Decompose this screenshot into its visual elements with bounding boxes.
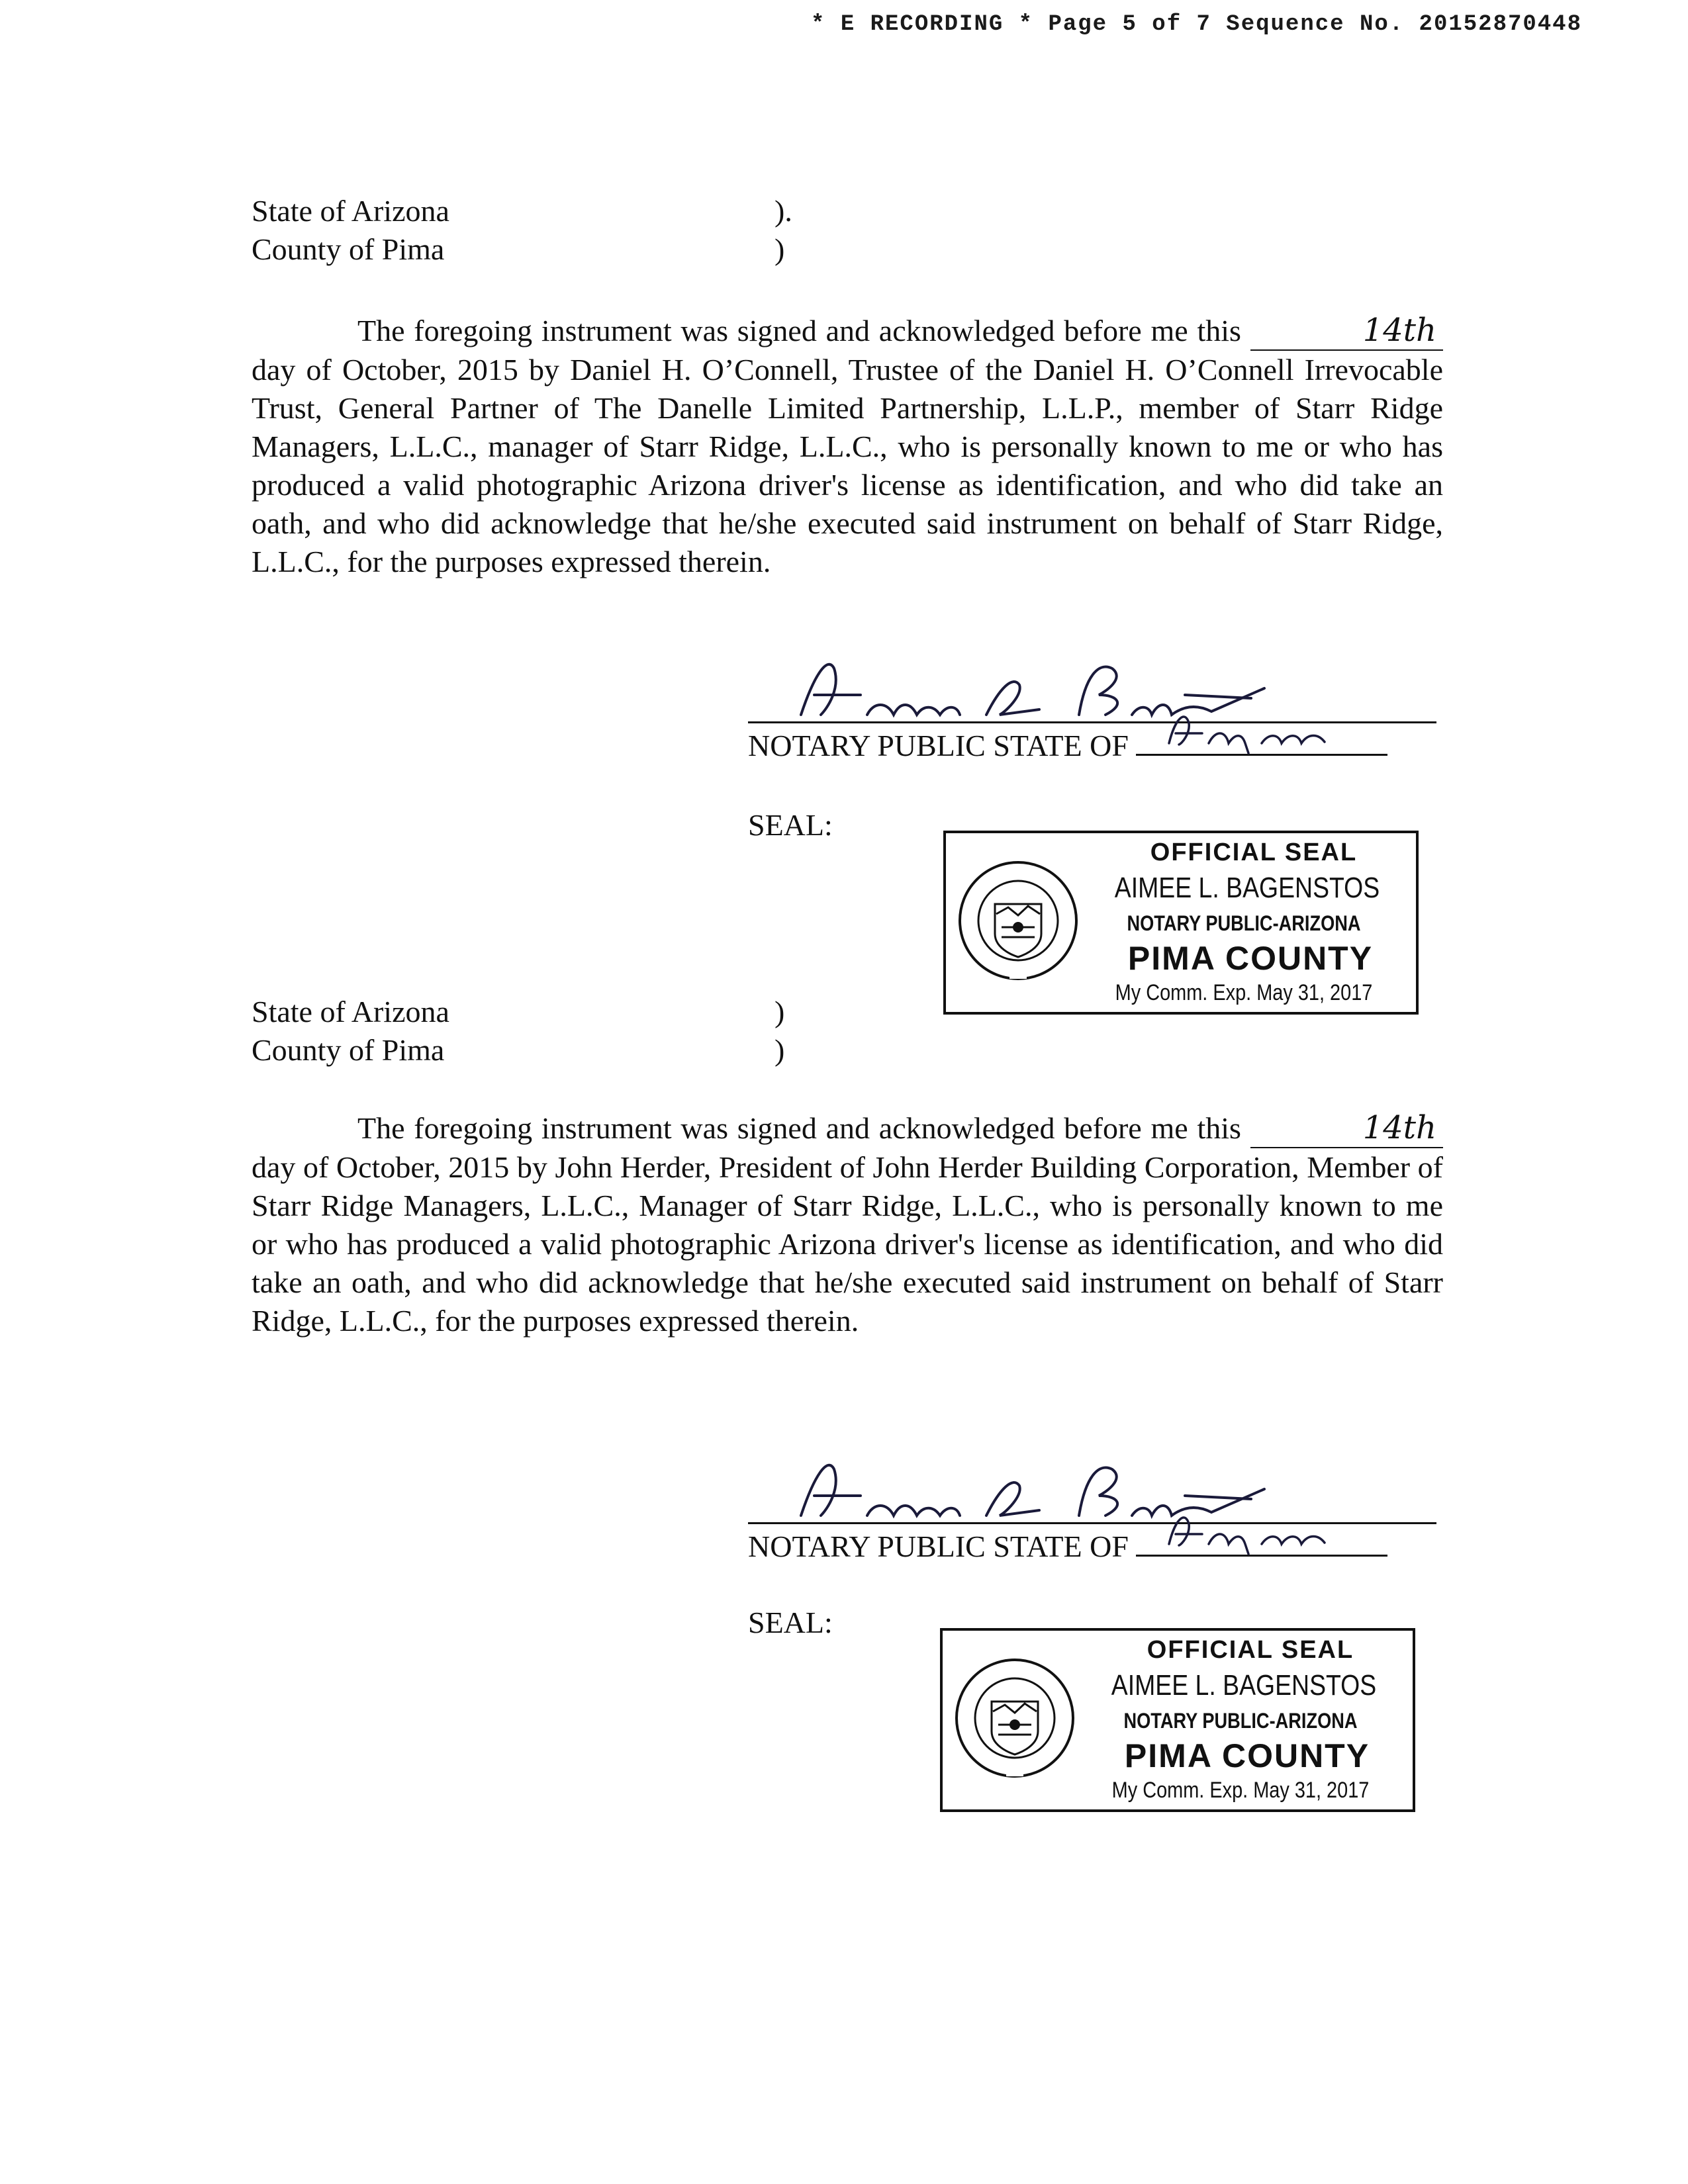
seal-expiration: My Comm. Exp. May 31, 2017 — [1115, 980, 1373, 1005]
notary-signature-block-1 — [748, 662, 1436, 765]
seal-notary-role: NOTARY PUBLIC-ARIZONA — [1127, 911, 1361, 935]
acknowledgment-paragraph-2 — [252, 1109, 1443, 1340]
venue-state: State of Arizona — [252, 194, 449, 228]
notary-state-line — [748, 723, 1436, 765]
seal-label: SEAL: — [748, 808, 833, 842]
venue-paren: ) — [774, 1033, 785, 1067]
arizona-state-seal-icon — [952, 1639, 1078, 1797]
ack-text-before: The foregoing instrument was signed and acknowledged before me this — [357, 314, 1241, 347]
handwritten-day: 14th — [1250, 1109, 1443, 1148]
notary-state-line — [748, 1524, 1436, 1566]
seal-notary-name: AIMEE L. BAGENSTOS — [1114, 872, 1380, 904]
handwritten-state — [1136, 723, 1387, 756]
seal-county: PIMA COUNTY — [1127, 940, 1374, 977]
seal-expiration: My Comm. Exp. May 31, 2017 — [1111, 1778, 1370, 1803]
venue-county: County of Pima — [252, 232, 445, 266]
notary-public-label: NOTARY PUBLIC STATE OF — [748, 729, 1129, 762]
seal-notary-name: AIMEE L. BAGENSTOS — [1111, 1669, 1377, 1702]
ack-text-before: The foregoing instrument was signed and acknowledged before me this — [357, 1111, 1241, 1145]
venue-county: County of Pima — [252, 1033, 445, 1067]
venue-paren: ) — [774, 995, 785, 1028]
notary-signature-block-2 — [748, 1463, 1436, 1566]
seal-notary-role: NOTARY PUBLIC-ARIZONA — [1123, 1709, 1358, 1733]
handwritten-state-arizona — [1162, 704, 1361, 756]
recording-header: * E RECORDING * Page 5 of 7 Sequence No. 20152870448 — [811, 12, 1582, 37]
notary-seal-stamp — [940, 1628, 1415, 1812]
venue-block-1 — [252, 192, 792, 269]
acknowledgment-paragraph-1 — [252, 311, 1443, 581]
ack-text-after: day of October, 2015 by Daniel H. O’Connell, Trustee of the Daniel H. O’Connell Irrevocable Trust, General Partner of The Danelle Limited Partnership, L.L.P., member of Starr Ridge Managers, L.L.C., manager of Starr Ridge, L.L.C., who is personally known to me or who has produced a valid photographic Arizona driver's license as identification, and who did take an oath, and who did acknowledge that he/she executed said instrument on behalf of Starr Ridge, L.L.C., for the purposes expressed therein. — [252, 353, 1443, 578]
handwritten-state-arizona — [1162, 1504, 1361, 1557]
notary-public-label: NOTARY PUBLIC STATE OF — [748, 1529, 1129, 1563]
venue-block-2 — [252, 993, 785, 1069]
ack-text-after: day of October, 2015 by John Herder, President of John Herder Building Corporation, Member of Starr Ridge Managers, L.L.C., Manager of Starr Ridge, L.L.C., who is personally known to me or who has produced a valid photographic Arizona driver's license as identification, and who did take an oath, and who did acknowledge that he/she executed said instrument on behalf of Starr Ridge, L.L.C., for the purposes expressed therein. — [252, 1150, 1443, 1338]
venue-state: State of Arizona — [252, 995, 449, 1028]
seal-county: PIMA COUNTY — [1124, 1737, 1370, 1774]
seal-title: OFFICIAL SEAL — [1150, 839, 1358, 866]
venue-paren: ) — [774, 232, 785, 266]
handwritten-state — [1136, 1524, 1387, 1557]
notary-seal-stamp — [943, 831, 1419, 1015]
handwritten-day: 14th — [1250, 311, 1443, 351]
seal-label: SEAL: — [748, 1606, 833, 1639]
venue-paren: ). — [774, 194, 792, 228]
arizona-state-seal-icon — [955, 841, 1081, 1000]
seal-title: OFFICIAL SEAL — [1147, 1636, 1354, 1664]
